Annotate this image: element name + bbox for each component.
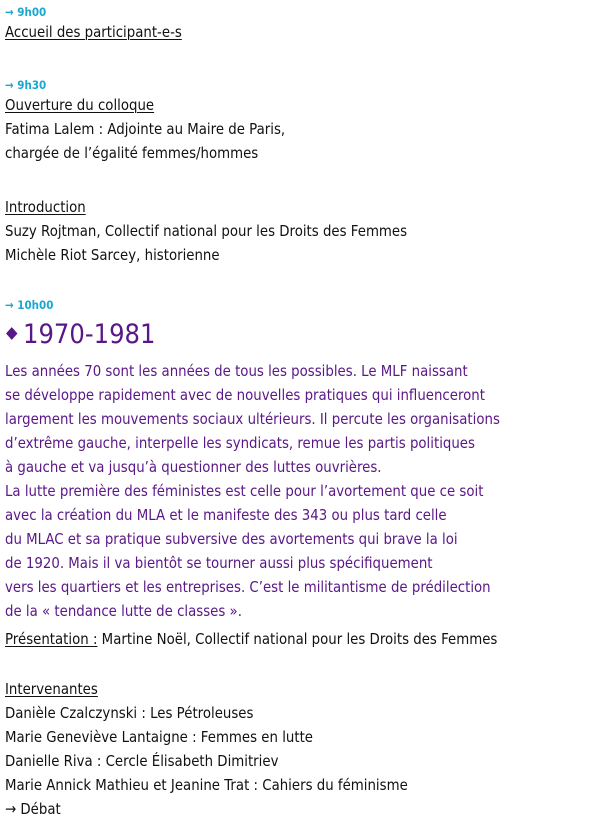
period-description xyxy=(5,359,595,623)
period-heading xyxy=(5,318,595,352)
description-line: vers les quartiers et les entreprises. C’est le militantisme de prédilection xyxy=(5,578,491,596)
description-line: de la « tendance lutte de classes ». xyxy=(5,602,242,620)
speaker-item: Danielle Riva : Cercle Élisabeth Dimitriev xyxy=(5,752,279,770)
description-line: largement les mouvements sociaux ultérieurs. Il percute les organisations xyxy=(5,410,500,428)
description-line: avec la création du MLA et le manifeste des 343 ou plus tard celle xyxy=(5,506,447,524)
time-label: → 9h30 xyxy=(5,78,47,92)
speakers-title: Intervenantes xyxy=(5,680,98,698)
speakers-block xyxy=(5,677,595,821)
description-line: du MLAC et sa pratique subversive des avortements qui brave la loi xyxy=(5,530,458,548)
debate-label: → Débat xyxy=(5,800,61,818)
presentation-label: Présentation : xyxy=(5,630,98,648)
slot-10h00 xyxy=(5,298,595,313)
intro-line: Suzy Rojtman, Collectif national pour les Droits des Femmes xyxy=(5,222,408,240)
slot-title: Accueil des participant-e-s xyxy=(5,23,182,41)
opening-title: Ouverture du colloque xyxy=(5,96,155,114)
description-line: à gauche et va jusqu’à questionner des luttes ouvrières. xyxy=(5,458,382,476)
opening-line: chargée de l’égalité femmes/hommes xyxy=(5,144,259,162)
diamond-icon xyxy=(6,327,17,340)
opening-line: Fatima Lalem : Adjointe au Maire de Paris, xyxy=(5,120,286,138)
intro-title: Introduction xyxy=(5,198,86,216)
time-label: → 10h00 xyxy=(5,298,54,312)
description-line: d’extrême gauche, interpelle les syndicats, remue les partis politiques xyxy=(5,434,475,452)
time-label: → 9h00 xyxy=(5,5,47,19)
speaker-item: Marie Geneviève Lantaigne : Femmes en lutte xyxy=(5,728,314,746)
slot-9h00 xyxy=(5,5,595,44)
presentation-block xyxy=(5,627,595,651)
introduction-block xyxy=(5,195,595,267)
slot-9h30 xyxy=(5,78,595,165)
description-line: se développe rapidement avec de nouvelles pratiques qui influenceront xyxy=(5,386,485,404)
speaker-item: Danièle Czalczynski : Les Pétroleuses xyxy=(5,704,254,722)
description-line: La lutte première des féministes est celle pour l’avortement que ce soit xyxy=(5,482,484,500)
intro-line: Michèle Riot Sarcey, historienne xyxy=(5,246,220,264)
speaker-item: Marie Annick Mathieu et Jeanine Trat : Cahiers du féminisme xyxy=(5,776,408,794)
description-line: de 1920. Mais il va bientôt se tourner aussi plus spécifiquement xyxy=(5,554,433,572)
description-line: Les années 70 sont les années de tous les possibles. Le MLF naissant xyxy=(5,362,468,380)
presentation-text: Martine Noël, Collectif national pour les Droits des Femmes xyxy=(97,630,498,648)
period-title: 1970-1981 xyxy=(23,319,156,350)
